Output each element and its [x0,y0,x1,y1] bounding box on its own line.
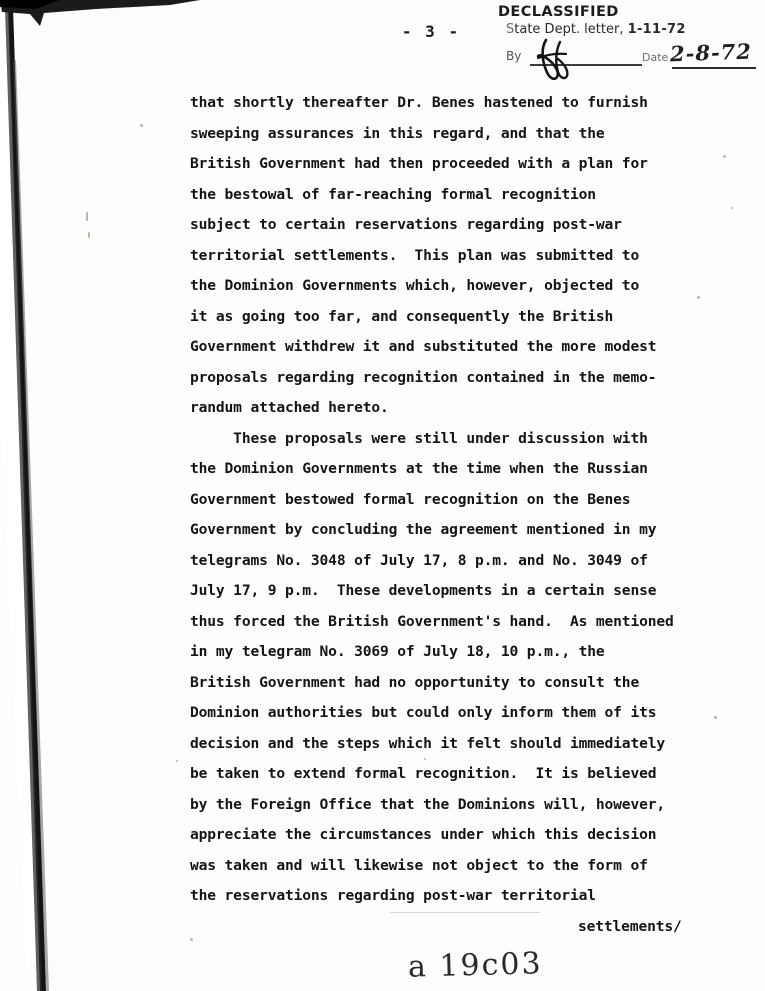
text-line: proposals regarding recognition contained in the memo- [190,368,657,386]
dust-speck [723,155,726,158]
dust-speck [140,124,143,127]
text-line: the Dominion Governments at the time when the Russian [190,460,648,477]
text-line: decision and the steps which it felt should immediately [190,734,665,752]
authority-prefix: S [506,22,515,37]
dust-speck [86,212,88,221]
text-line: the bestowal of far-reaching formal recognition [190,185,596,203]
paper-crease [390,912,540,913]
by-label: By [506,49,522,63]
dust-speck [88,232,90,238]
scan-edge-artifact [0,0,120,991]
text-line: Government withdrew it and substituted the more modest [190,338,657,355]
authority-text: tate Dept. letter, [514,22,628,37]
text-line: randum attached hereto. [190,399,389,416]
text-line: in my telegram No. 3069 of July 18, 10 p.m., the [190,643,605,660]
text-line: British Government had no opportunity to consult the [190,673,640,691]
text-line: sweeping assurances in this regard, and that the [190,124,605,142]
dust-speck [190,938,193,941]
text-line: These proposals were still under discussion with [190,429,648,447]
text-line: July 17, 9 p.m. These developments in a certain sense [190,582,657,599]
signature-row [506,38,760,76]
text-line: thus forced the British Government's hand. As mentioned [190,612,674,630]
declassification-stamp [498,4,760,76]
dust-speck [714,716,717,719]
text-line: subject to certain reservations regarding post-war [190,216,622,233]
text-line: was taken and will likewise not object to the form of [190,856,648,874]
paragraph-2 [190,424,690,912]
declassified-label: DECLASSIFIED [498,4,619,20]
text-line: the Dominion Governments which, however, objected to [190,277,640,294]
signature-icon [532,36,586,82]
archival-reference-mark: a 19c03 [407,946,544,985]
date-rule [672,67,756,69]
declassification-authority [506,22,760,37]
scan-corner-artifact [0,0,230,28]
declassification-date: 2-8-72 [669,38,753,67]
dust-speck [731,207,733,209]
dust-speck [176,760,178,762]
authority-date: 1-11-72 [627,22,686,37]
text-line: Government bestowed formal recognition on the Benes [190,490,631,508]
text-line: Dominion authorities but could only inform them of its [190,704,657,721]
text-line: be taken to extend formal recognition. It is believed [190,765,657,782]
text-line: by the Foreign Office that the Dominions will, however, [190,795,665,813]
paragraph-1 [190,88,690,424]
text-line: telegrams No. 3048 of July 17, 8 p.m. and No. 3049 of [190,551,648,569]
text-line: the reservations regarding post-war territorial [190,887,596,904]
text-line: appreciate the circumstances under which this decision [190,826,657,843]
document-body [190,88,690,912]
dust-speck [697,296,700,299]
catchword: settlements/ [578,918,682,935]
text-line: that shortly thereafter Dr. Benes hastened to furnish [190,94,648,111]
date-label: Date [642,51,669,64]
text-line: territorial settlements. This plan was submitted to [190,246,640,264]
text-line: it as going too far, and consequently the British [190,307,614,325]
text-line: British Government had then proceeded with a plan for [190,155,648,172]
page-number: - 3 - [401,22,461,41]
text-line: Government by concluding the agreement mentioned in my [190,521,657,538]
